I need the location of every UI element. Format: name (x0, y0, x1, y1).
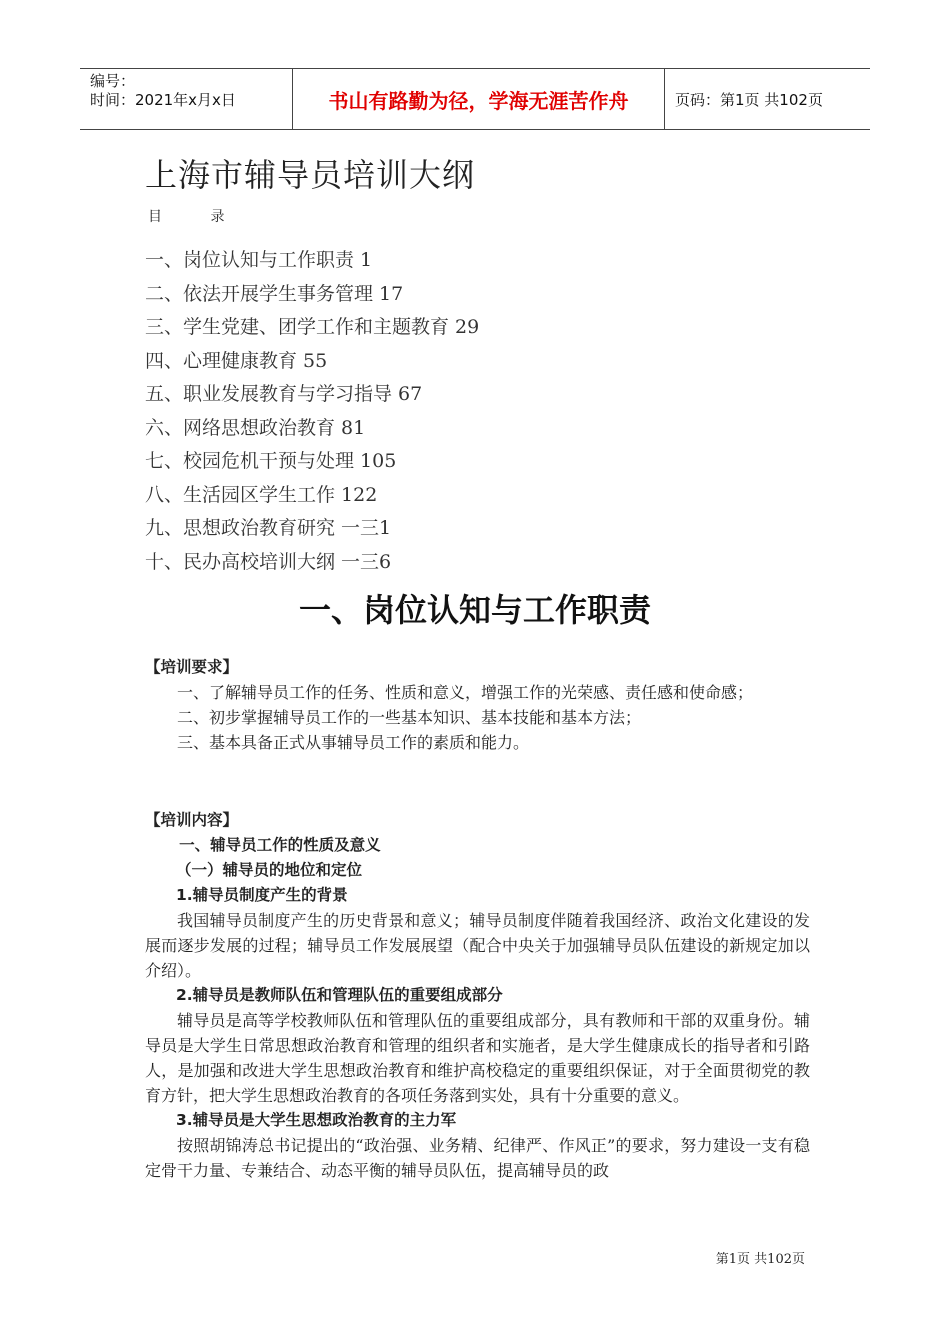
toc-item[interactable]: 九、思想政治教育研究 一三1 (145, 517, 392, 539)
time-label: 时间：2021年x月x日 (90, 91, 236, 109)
paragraph: 我国辅导员制度产生的历史背景和意义；辅导员制度伴随着我国经济、政治文化建设的发展而逐步发展的过程；辅导员工作发展展望（配合中央关于加强辅导员队伍建设的新规定加以介绍）。 (145, 911, 810, 980)
requirement-item: 一、了解辅导员工作的任务、性质和意义，增强工作的光荣感、责任感和使命感； (177, 683, 754, 702)
requirement-item: 三、基本具备正式从事辅导员工作的素质和能力。 (177, 733, 530, 752)
item-heading: 1.辅导员制度产生的背景 (176, 886, 348, 904)
toc-item[interactable]: 五、职业发展教育与学习指导 67 (145, 383, 423, 405)
header-meta (80, 69, 293, 129)
item-heading: 3.辅导员是大学生思想政治教育的主力军 (176, 1111, 457, 1129)
document-title: 上海市辅导员培训大纲 (145, 156, 476, 194)
toc-item[interactable]: 四、心理健康教育 55 (145, 349, 328, 372)
header-motto: 书山有路勤为径，学海无涯苦作舟 (293, 69, 665, 129)
toc-item[interactable]: 六、网络思想政治教育 81 (145, 416, 366, 439)
content-heading: 【培训内容】 (145, 811, 239, 829)
content-section (145, 808, 810, 1183)
page-footer: 第1页 共102页 (715, 1252, 805, 1267)
table-of-contents (145, 244, 479, 579)
header-table (80, 68, 870, 130)
requirement-item: 二、初步掌握辅导员工作的一些基本知识、基本技能和基本方法； (177, 708, 642, 727)
requirements-section (145, 655, 810, 755)
subsection-heading: 一、辅导员工作的性质及意义 (179, 836, 381, 854)
toc-item[interactable]: 三、学生党建、团学工作和主题教育 29 (145, 316, 480, 338)
number-label: 编号： (90, 72, 136, 90)
subsection-heading: （一）辅导员的地位和定位 (176, 861, 363, 879)
toc-item[interactable]: 八、生活园区学生工作 122 (145, 483, 378, 506)
toc-item[interactable]: 一、岗位认知与工作职责 1 (145, 249, 373, 271)
paragraph: 辅导员是高等学校教师队伍和管理队伍的重要组成部分，具有教师和干部的双重身份。辅导员是大学生日常思想政治教育和管理的组织者和实施者，是大学生健康成长的指导者和引路人，是加强和改进大学生思想政治教育和维护高校稳定的重要组织保证，对于全面贯彻党的教育方针，把大学生思想政治教育的各项任务落到实处，具有十分重要的意义。 (145, 1011, 810, 1105)
paragraph: 按照胡锦涛总书记提出的“政治强、业务精、纪律严、作风正”的要求，努力建设一支有稳定骨干力量、专兼结合、动态平衡的辅导员队伍，提高辅导员的政 (145, 1136, 810, 1180)
header-page-info: 页码：第1页 共102页 (675, 90, 823, 109)
item-heading: 2.辅导员是教师队伍和管理队伍的重要组成部分 (176, 986, 503, 1004)
toc-item[interactable]: 十、民办高校培训大纲 一三6 (145, 550, 392, 573)
requirements-heading: 【培训要求】 (145, 658, 239, 676)
toc-label: 目 录 (148, 209, 247, 225)
toc-item[interactable]: 七、校园危机干预与处理 105 (145, 450, 397, 472)
chapter-title: 一、岗位认知与工作职责 (298, 591, 651, 629)
toc-item[interactable]: 二、依法开展学生事务管理 17 (145, 282, 404, 305)
